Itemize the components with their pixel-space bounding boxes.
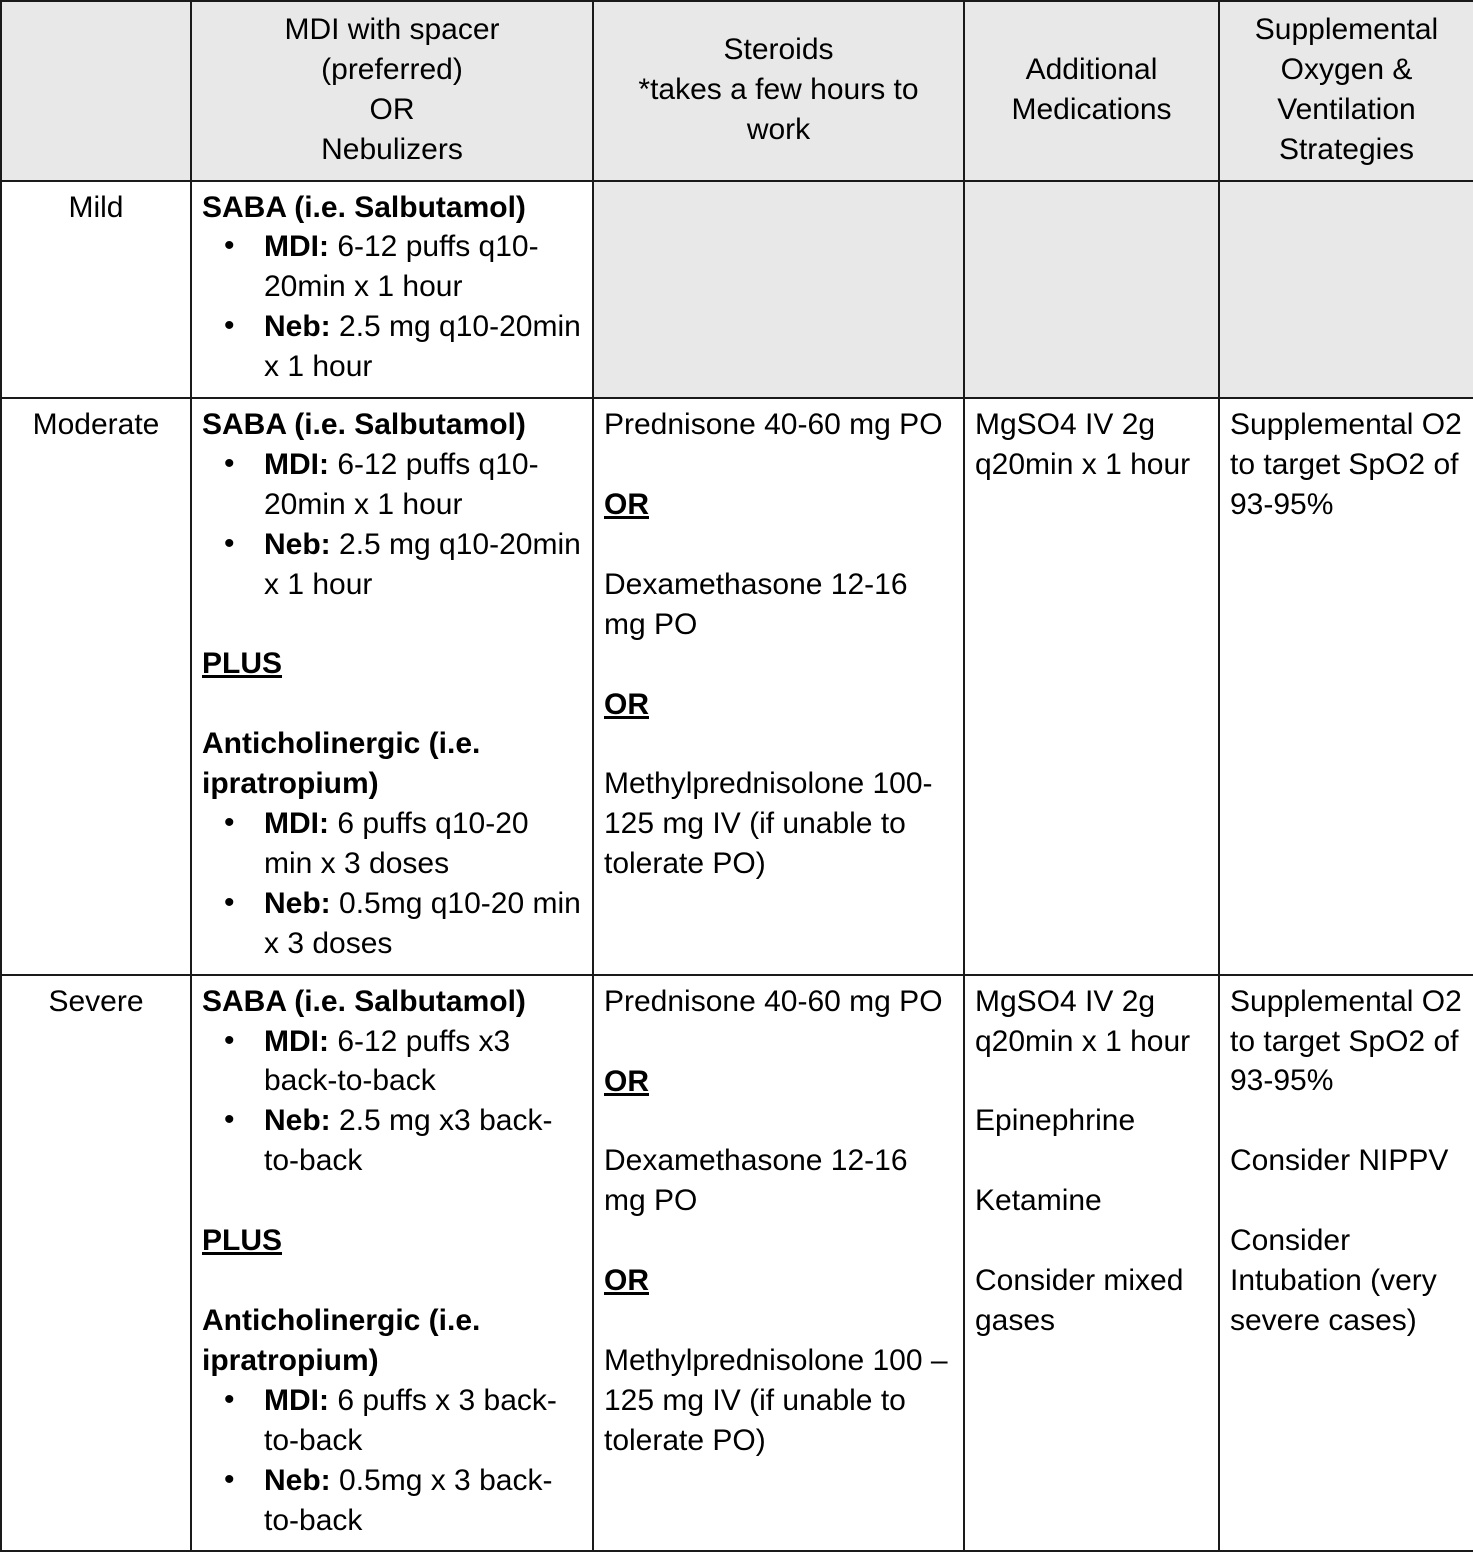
spacer <box>975 1141 1208 1181</box>
oxygen-ventilation-cell <box>1219 181 1473 398</box>
plus-keyword: PLUS <box>202 647 283 681</box>
dose-list <box>202 804 582 964</box>
header-steroids-line: *takes a few hours to <box>638 72 919 106</box>
steroids-cell <box>593 181 964 398</box>
oxygen-ventilation-cell <box>1219 398 1473 975</box>
additional-medications-cell <box>964 398 1219 975</box>
header-delivery-line: OR <box>369 92 415 126</box>
dose-detail-text: 6-12 puffs q10-20min x 1 hour <box>264 447 539 521</box>
delivery-cell <box>191 181 593 398</box>
header-oxygen-line: Ventilation <box>1277 92 1416 126</box>
spacer <box>1230 1101 1463 1141</box>
severity-label: Moderate <box>32 408 160 442</box>
spacer <box>604 525 953 565</box>
dose-list-item <box>202 1461 582 1541</box>
severity-label-cell <box>1 181 191 398</box>
spacer <box>202 684 582 724</box>
dose-detail-text: 2.5 mg x3 back-to-back <box>264 1104 553 1178</box>
content-paragraph: Prednisone 40-60 mg PO <box>604 408 943 442</box>
header-additional-line: Medications <box>1011 92 1172 126</box>
header-corner-blank <box>1 1 191 181</box>
header-steroids-line: work <box>746 112 811 146</box>
content-paragraph: Supplemental O2 to target SpO2 of 93-95% <box>1230 408 1462 521</box>
dose-route-label: MDI: <box>264 1383 329 1417</box>
dose-list-item <box>202 1101 582 1181</box>
oxygen-ventilation-cell <box>1219 975 1473 1552</box>
content-paragraph: Dexamethasone 12-16 mg PO <box>604 567 908 641</box>
content-paragraph: Methylprednisolone 100-125 mg IV (if unable to tolerate PO) <box>604 767 933 881</box>
keyword-paragraph <box>604 485 953 525</box>
spacer <box>604 1221 953 1261</box>
dose-list-item <box>202 525 582 605</box>
content-paragraph: Epinephrine <box>975 1104 1136 1138</box>
dose-detail-text: 6-12 puffs x3 back-to-back <box>264 1024 511 1098</box>
content-paragraph: Prednisone 40-60 mg PO <box>604 984 943 1018</box>
dose-list-item <box>202 227 582 307</box>
dose-list-item <box>202 884 582 964</box>
content-paragraph: MgSO4 IV 2g q20min x 1 hour <box>975 408 1191 481</box>
dose-detail-text: 2.5 mg q10-20min x 1 hour <box>264 527 581 601</box>
plus-keyword-paragraph <box>202 1221 582 1261</box>
dose-detail-text: 0.5mg q10-20 min x 3 doses <box>264 886 581 960</box>
header-delivery-cell <box>191 1 593 181</box>
content-paragraph: Consider Intubation (very severe cases) <box>1230 1224 1437 1338</box>
dose-list-item <box>202 1022 582 1102</box>
spacer <box>975 1061 1208 1101</box>
dose-route-label: Neb: <box>264 1463 331 1497</box>
dose-detail-text: 6 puffs x 3 back-to-back <box>264 1383 557 1457</box>
severity-label-cell <box>1 398 191 975</box>
content-paragraph: Supplemental O2 to target SpO2 of 93-95% <box>1230 984 1462 1098</box>
additional-medications-cell <box>964 975 1219 1552</box>
dose-route-label: Neb: <box>264 1104 331 1138</box>
spacer <box>604 724 953 764</box>
additional-medications-cell <box>964 181 1219 398</box>
spacer <box>202 604 582 644</box>
plus-keyword: PLUS <box>202 1224 283 1258</box>
header-oxygen-line: Strategies <box>1278 132 1415 166</box>
dose-route-label: Neb: <box>264 527 331 561</box>
or-keyword: OR <box>604 487 649 521</box>
dose-list-item <box>202 445 582 525</box>
drug-heading: SABA (i.e. Salbutamol) <box>202 984 526 1018</box>
spacer <box>975 1221 1208 1261</box>
dose-list <box>202 1022 582 1182</box>
or-keyword: OR <box>604 1064 649 1098</box>
dose-detail-text: 6-12 puffs q10-20min x 1 hour <box>264 230 539 304</box>
keyword-paragraph <box>604 685 953 725</box>
dose-route-label: MDI: <box>264 1024 329 1058</box>
dose-list <box>202 445 582 605</box>
spacer <box>604 445 953 485</box>
dose-list-item <box>202 804 582 884</box>
dose-route-label: Neb: <box>264 886 331 920</box>
steroids-cell <box>593 975 964 1552</box>
dose-list <box>202 227 582 387</box>
table-row <box>1 398 1473 975</box>
delivery-cell <box>191 975 593 1552</box>
header-steroids-cell <box>593 1 964 181</box>
table-row <box>1 975 1473 1552</box>
or-keyword: OR <box>604 687 649 721</box>
content-paragraph: Consider NIPPV <box>1230 1144 1449 1178</box>
keyword-paragraph <box>604 1261 953 1301</box>
header-additional-cell <box>964 1 1219 181</box>
dose-route-label: Neb: <box>264 310 331 344</box>
drug-heading: Anticholinergic (i.e. ipratropium) <box>202 1304 481 1377</box>
table-row <box>1 181 1473 398</box>
dose-detail-text: 6 puffs q10-20 min x 3 doses <box>264 807 529 881</box>
steroids-cell <box>593 398 964 975</box>
spacer <box>202 1261 582 1301</box>
table-header-row <box>1 1 1473 181</box>
dose-list-item <box>202 307 582 387</box>
spacer <box>604 645 953 685</box>
severity-label: Severe <box>48 984 144 1018</box>
spacer <box>202 1181 582 1221</box>
header-oxygen-cell <box>1219 1 1473 181</box>
header-additional-line: Additional <box>1025 52 1158 86</box>
drug-heading: Anticholinergic (i.e. ipratropium) <box>202 727 481 801</box>
spacer <box>1230 1181 1463 1221</box>
dose-detail-text: 0.5mg x 3 back-to-back <box>264 1463 553 1537</box>
dose-route-label: MDI: <box>264 230 329 264</box>
or-keyword: OR <box>604 1264 649 1298</box>
content-paragraph: Ketamine <box>975 1184 1102 1218</box>
dose-route-label: MDI: <box>264 447 329 481</box>
severity-label: Mild <box>68 190 124 224</box>
plus-keyword-paragraph <box>202 644 582 684</box>
header-oxygen-line: Supplemental <box>1254 13 1439 46</box>
header-steroids-line: Steroids <box>723 32 834 66</box>
dose-list-item <box>202 1381 582 1461</box>
dose-route-label: MDI: <box>264 807 329 841</box>
spacer <box>604 1101 953 1141</box>
header-delivery-line: Nebulizers <box>321 132 463 166</box>
content-paragraph: MgSO4 IV 2g q20min x 1 hour <box>975 984 1191 1058</box>
drug-heading: SABA (i.e. Salbutamol) <box>202 190 526 224</box>
dose-detail-text: 2.5 mg q10-20min x 1 hour <box>264 310 581 384</box>
content-paragraph: Consider mixed gases <box>975 1264 1184 1338</box>
header-delivery-line: (preferred) <box>321 52 463 86</box>
spacer <box>604 1301 953 1341</box>
content-paragraph: Methylprednisolone 100 – 125 mg IV (if unable to tolerate PO) <box>604 1344 948 1457</box>
delivery-cell <box>191 398 593 975</box>
drug-heading: SABA (i.e. Salbutamol) <box>202 408 526 442</box>
header-oxygen-line: Oxygen & <box>1280 52 1413 86</box>
header-delivery-line: MDI with spacer <box>284 13 500 46</box>
severity-label-cell <box>1 975 191 1552</box>
content-paragraph: Dexamethasone 12-16 mg PO <box>604 1144 908 1218</box>
spacer <box>604 1022 953 1062</box>
dose-list <box>202 1381 582 1541</box>
keyword-paragraph <box>604 1062 953 1102</box>
